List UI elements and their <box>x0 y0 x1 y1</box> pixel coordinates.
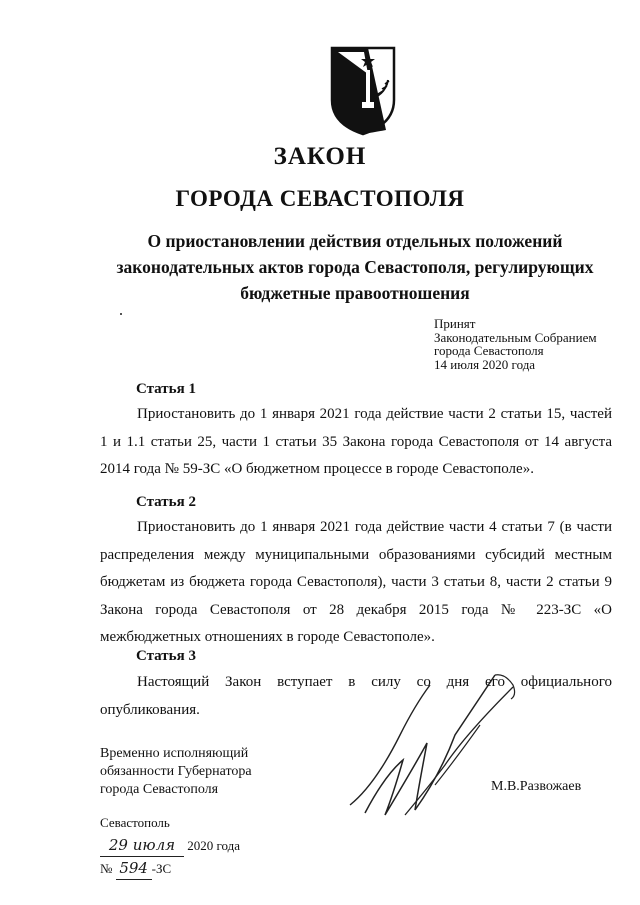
city-title: ГОРОДА СЕВАСТОПОЛЯ <box>175 186 465 211</box>
signatory-line-2: обязанности Губернатора <box>100 764 252 779</box>
date-year: 2020 года <box>187 838 241 853</box>
number-suffix: -ЗС <box>151 861 172 876</box>
adopted-city-line: города Севастополя <box>434 343 544 358</box>
article-3-text: Настоящий Закон вступает в силу со дня его официального опубликования. <box>100 674 612 718</box>
article-2-heading: Статья 2 <box>136 494 196 510</box>
article-1-text: Приостановить до 1 января 2021 года действие части 2 статьи 15, частей 1 и 1.1 статьи 25, части 1 статьи 35 Закона города Севастополя от 14 августа 2014 года № 59-ЗС «О бюджетном процессе в городе Севастополе». <box>100 406 612 477</box>
number-sign: № <box>100 861 113 876</box>
scan-speck <box>120 313 122 315</box>
signatory-title <box>100 745 360 799</box>
adopted-by-line: Законодательным Собранием <box>434 329 597 345</box>
place-and-date <box>100 812 360 880</box>
handwritten-date: 29 июля <box>100 834 184 857</box>
law-title: ЗАКОН <box>273 143 367 170</box>
law-number-line <box>100 857 360 880</box>
article-1-heading: Статья 1 <box>136 381 196 397</box>
handwritten-signature-icon <box>345 665 535 825</box>
adopted-date-line: 14 июля 2020 года <box>434 356 536 372</box>
signing-date-line <box>100 834 360 857</box>
signatory-line-1: Временно исполняющий <box>100 746 249 761</box>
signing-city: Севастополь <box>100 815 170 830</box>
sevastopol-coat-of-arms-icon <box>328 44 398 136</box>
adoption-note <box>434 317 634 371</box>
adopted-line: Принят <box>434 316 476 331</box>
article-2-text: Приостановить до 1 января 2021 года действие части 4 статьи 7 (в части распределения между муниципальными образованиями субсидий местным бюджетам из бюджета города Севастополя), части 3 статьи 8, части 2 статьи 9 Закона города Севастополя от 28 декабря 2015 года № 223-ЗС «О межбюджетных отношениях в городе Севастополе». <box>100 519 612 645</box>
signatory-line-3: города Севастополя <box>100 782 219 797</box>
law-subject: О приостановлении действия отдельных положений законодательных актов города Севастополя, регулирующих бюджетные правоотношения <box>116 231 594 303</box>
handwritten-number: 594 <box>116 857 152 880</box>
signer-name: М.В.Развожаев <box>491 779 582 794</box>
article-3-heading: Статья 3 <box>136 648 196 664</box>
